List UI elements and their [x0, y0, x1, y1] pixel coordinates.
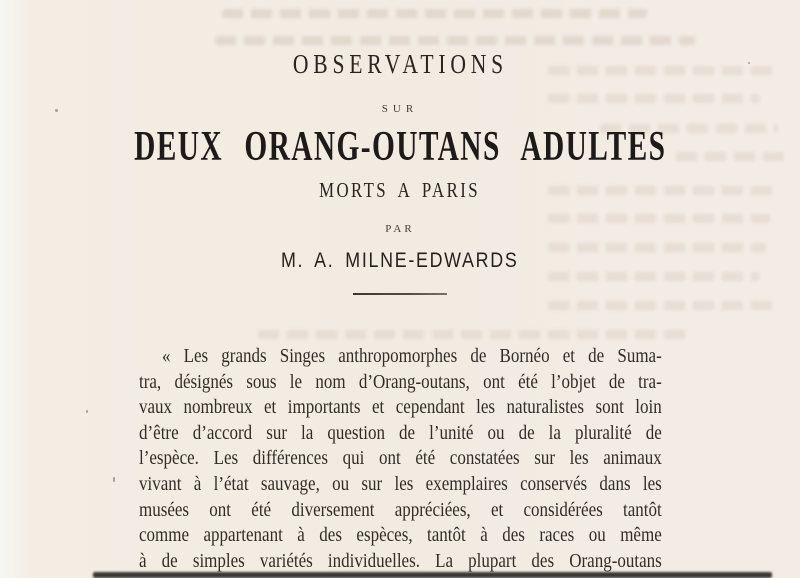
body-line: tra, désignés sous le nom d’Orang-outans, ont été l’objet de tra- — [139, 370, 662, 393]
sur-connector-text: SUR — [381, 103, 419, 115]
bleed-through-line — [548, 301, 774, 310]
dust-speck — [113, 477, 115, 482]
body-line: « Les grands Singes anthropomorphes de Bornéo et de Suma- — [161, 345, 662, 367]
observations-heading-text: OBSERVATIONS — [292, 49, 508, 79]
dust-speck — [55, 109, 58, 112]
subtitle-text: MORTS A PARIS — [319, 178, 481, 202]
body-line: comme appartenant à des espèces, tantôt à des races ou même — [139, 524, 662, 547]
bleed-through-line — [222, 9, 647, 18]
dust-speck — [86, 410, 88, 413]
body-line: vaux nombreux et importants et cependant les naturalistes sont loin — [139, 396, 662, 419]
cut-off-next-line — [93, 572, 772, 578]
subtitle — [0, 178, 800, 203]
body-line: d’être d’accord sur la question de l’unité ou de la pluralité de — [139, 421, 662, 444]
sur-connector — [0, 99, 800, 117]
body-paragraph — [139, 344, 662, 574]
author-name — [0, 249, 800, 273]
bleed-through-line — [215, 36, 695, 45]
body-line: vivant à l’état sauvage, ou sur les exemplaires conservés dans les — [139, 472, 662, 495]
main-title — [0, 123, 800, 171]
author-name-text: M. A. MILNE-EDWARDS — [281, 249, 519, 272]
observations-heading — [0, 49, 800, 80]
dust-speck — [748, 62, 750, 64]
body-line: musées ont été diversement appréciées, et considérées tantôt — [139, 498, 662, 521]
bleed-through-line — [258, 330, 688, 339]
body-line: à de simples variétés individuelles. La plupart des Orang-outans — [139, 549, 662, 572]
byline-label-text: PAR — [385, 223, 415, 235]
separator-rule — [353, 293, 447, 295]
bleed-through-line — [548, 272, 760, 281]
body-line: l’espèce. Les différences qui ont été constatées sur les animaux — [139, 447, 662, 470]
main-title-text: DEUX ORANG-OUTANS ADULTES — [133, 124, 667, 170]
byline-label — [0, 219, 800, 237]
